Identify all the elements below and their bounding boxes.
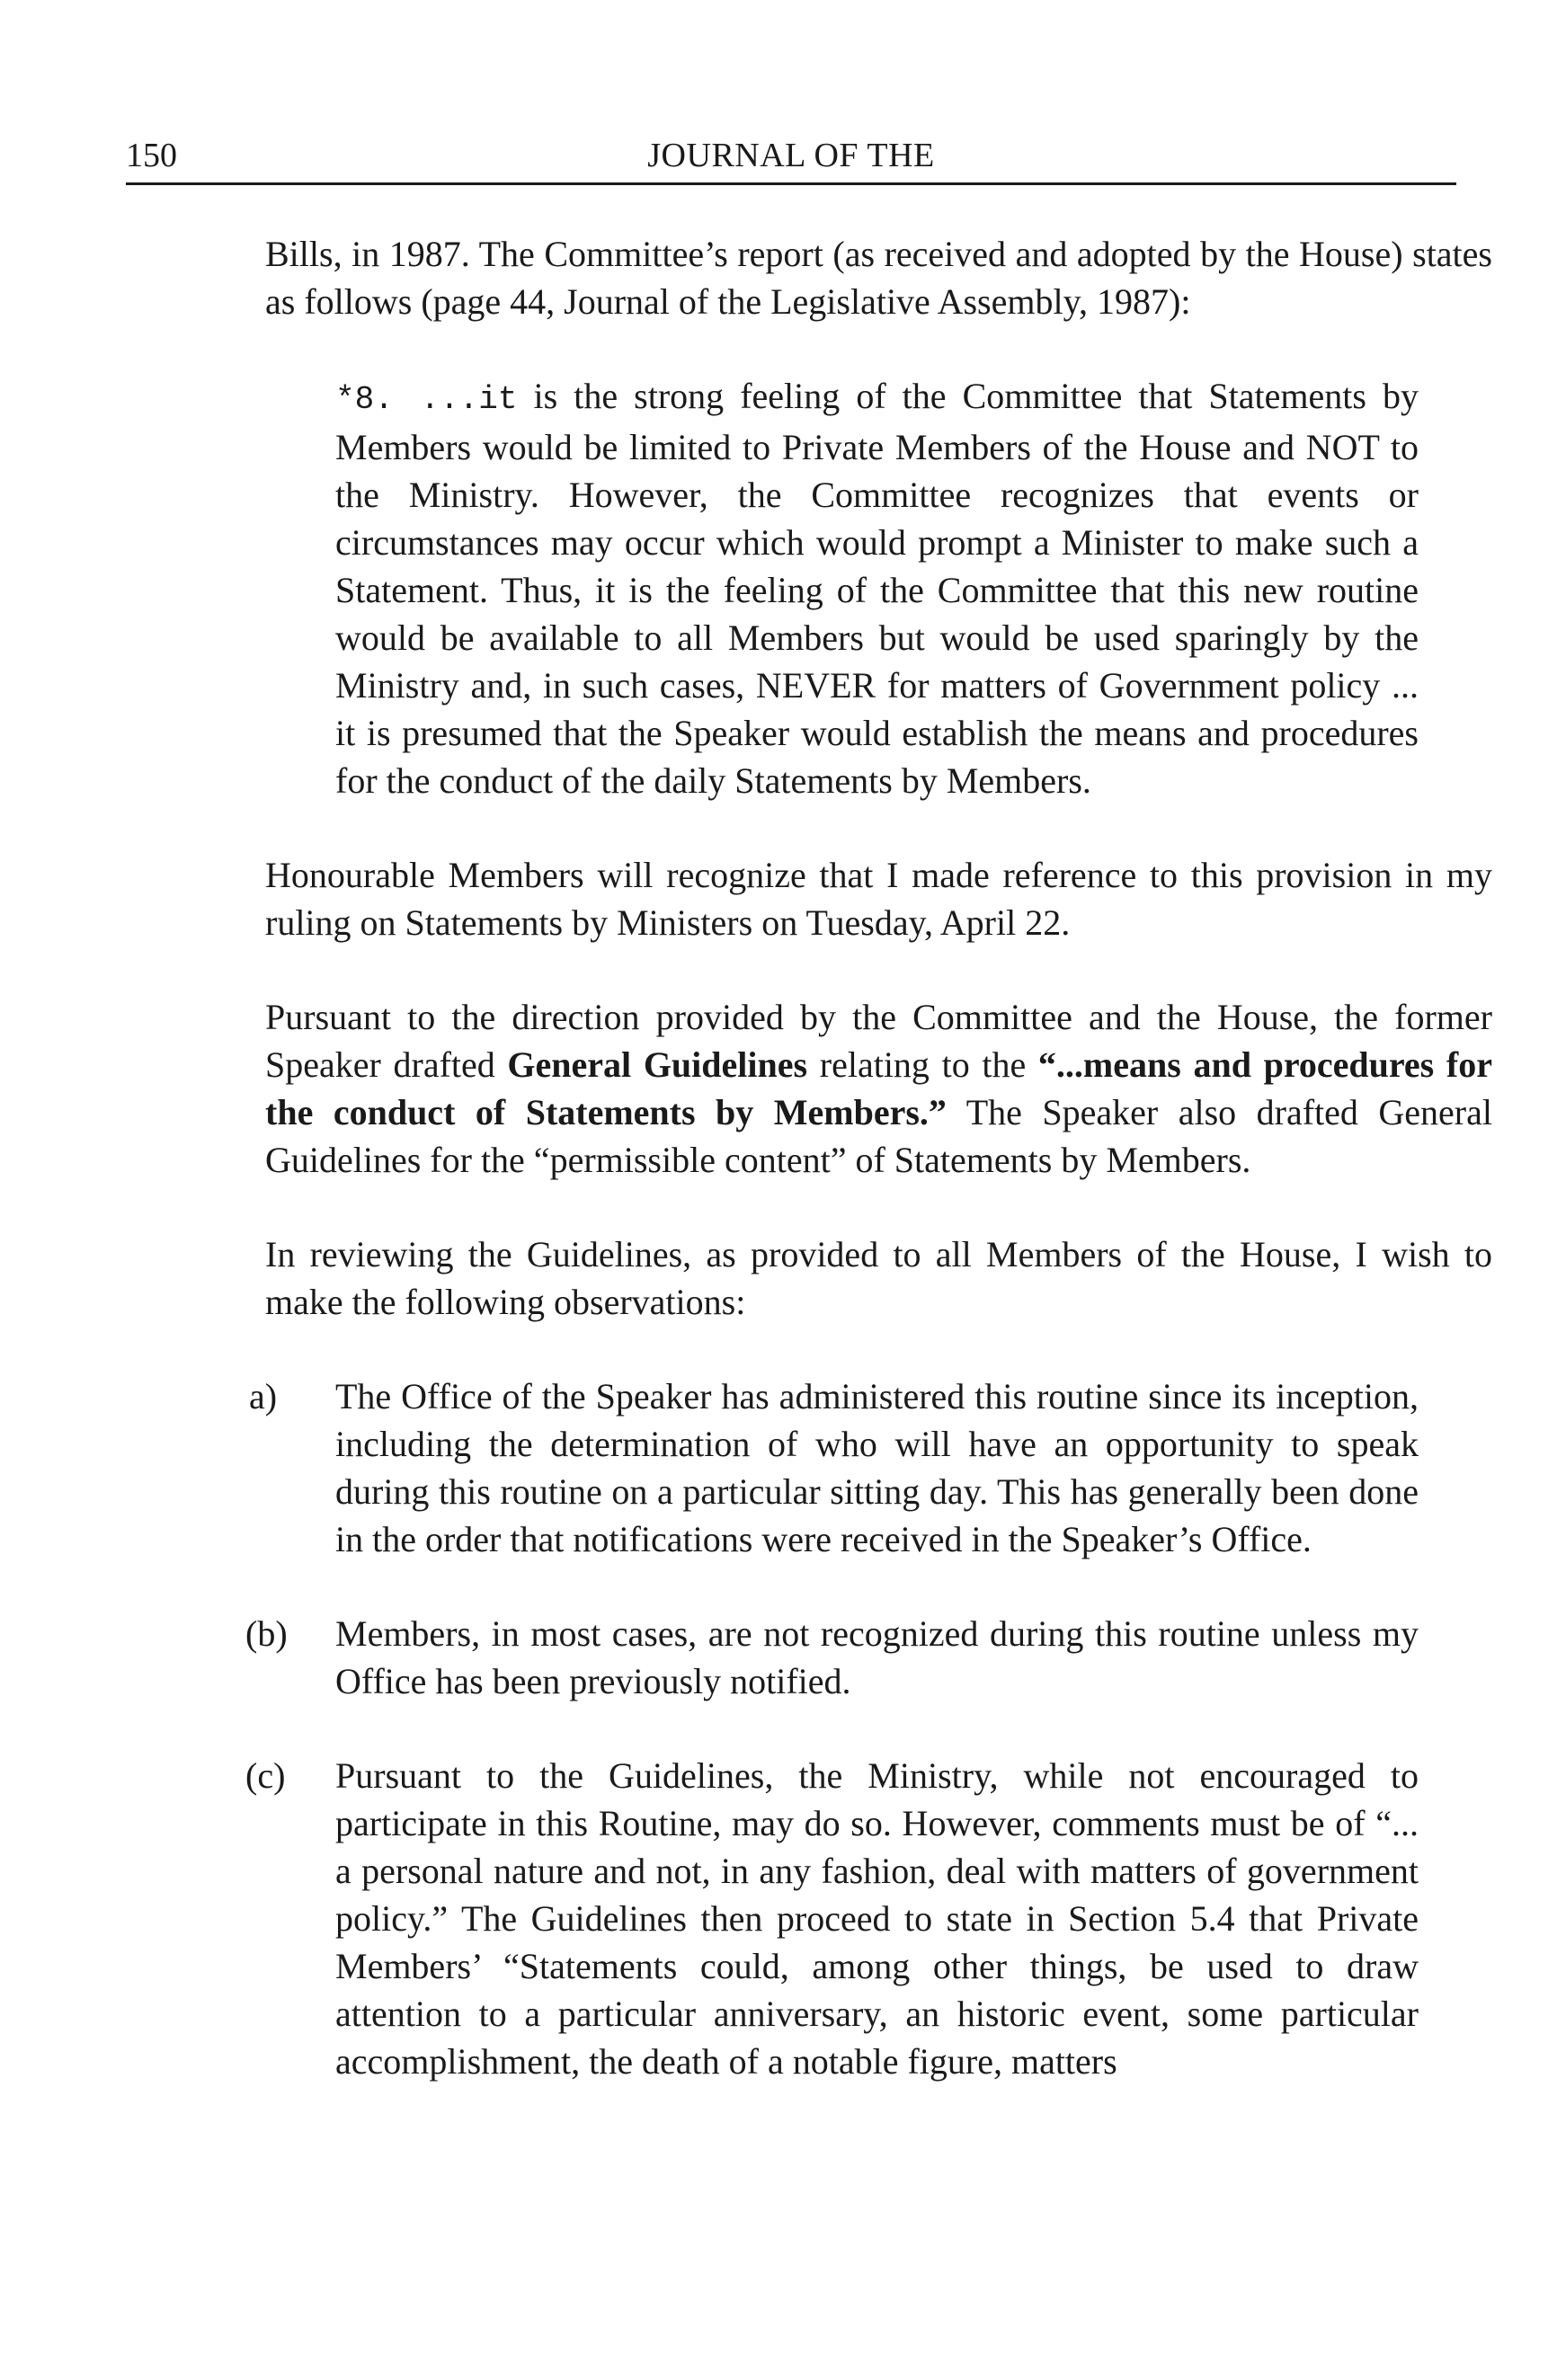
observation-marker: a) xyxy=(249,1376,278,1416)
page-number: 150 xyxy=(126,137,177,174)
observation-text: Members, in most cases, are not recognized during this routine unless my Office has been previously notified. xyxy=(335,1613,1419,1701)
pursuant-text-1: Pursuant to the direction provided by the Committee and the House, the former Speaker drafted xyxy=(265,997,1492,1085)
observation-marker: (b) xyxy=(245,1613,288,1654)
recognize-paragraph: Honourable Members will recognize that I made reference to this provision in my ruling on Statements by Ministers on Tuesday, April 22. xyxy=(265,855,1492,943)
intro-paragraph: Bills, in 1987. The Committee’s report (as received and adopted by the House) states as follows (page 44, Journal of the Legislative Assembly, 1987): xyxy=(265,234,1492,322)
observation-text: Pursuant to the Guidelines, the Ministry, while not encouraged to participate in this Routine, may do so. However, comments must be of “... a personal nature and not, in any fashion, deal with matters of government policy.” The Guidelines then proceed to state in Section 5.4 that Private Members’ “Statements could, among other things, be used to draw attention to a particular anniversary, an historic event, some particular accomplishment, the death of a notable figure, matters xyxy=(335,1755,1419,2082)
observation-item xyxy=(245,1752,1419,2085)
pursuant-text-3: The Speaker also drafted General Guidelines for the “permissible content” of Statements by Members. xyxy=(265,1092,1492,1180)
running-head: JOURNAL OF THE xyxy=(647,137,935,174)
quote-text: is the strong feeling of the Committee that Statements by Members would be limited to Private Members of the House and NOT to the Ministry. However, the Committee recognizes that events or circumstances may occur which would prompt a Minister to make such a Statement. Thus, it is the feeling of the Committee that this new routine would be available to all Members but would be used sparingly by the Ministry and, in such cases, NEVER for matters of Government policy ... it is presumed that the Speaker would establish the means and procedures for the conduct of the daily Statements by Members. xyxy=(335,376,1419,801)
body-text xyxy=(245,230,1492,2085)
reviewing-paragraph: In reviewing the Guidelines, as provided to all Members of the House, I wish to make the following observations: xyxy=(265,1234,1492,1322)
pursuant-bold-2: “...means and procedures for the conduct of Statements by Members.” xyxy=(265,1044,1492,1132)
quote-lead: *8. ...it xyxy=(335,381,518,418)
block-quote xyxy=(335,372,1419,804)
observation-item xyxy=(245,1610,1419,1705)
observation-item xyxy=(249,1372,1419,1563)
observation-text: The Office of the Speaker has administered this routine since its inception, including the determination of who will have an opportunity to speak during this routine on a particular sitting day. This has generally been done in the order that notifications were received in the Speaker’s Office. xyxy=(335,1376,1419,1559)
pursuant-paragraph xyxy=(265,993,1492,1184)
page-header xyxy=(126,131,1456,180)
header-rule xyxy=(126,182,1456,185)
observation-marker: (c) xyxy=(245,1755,286,1796)
pursuant-text-2: relating to the xyxy=(807,1044,1038,1085)
pursuant-bold-1: General Guidelines xyxy=(507,1044,808,1085)
